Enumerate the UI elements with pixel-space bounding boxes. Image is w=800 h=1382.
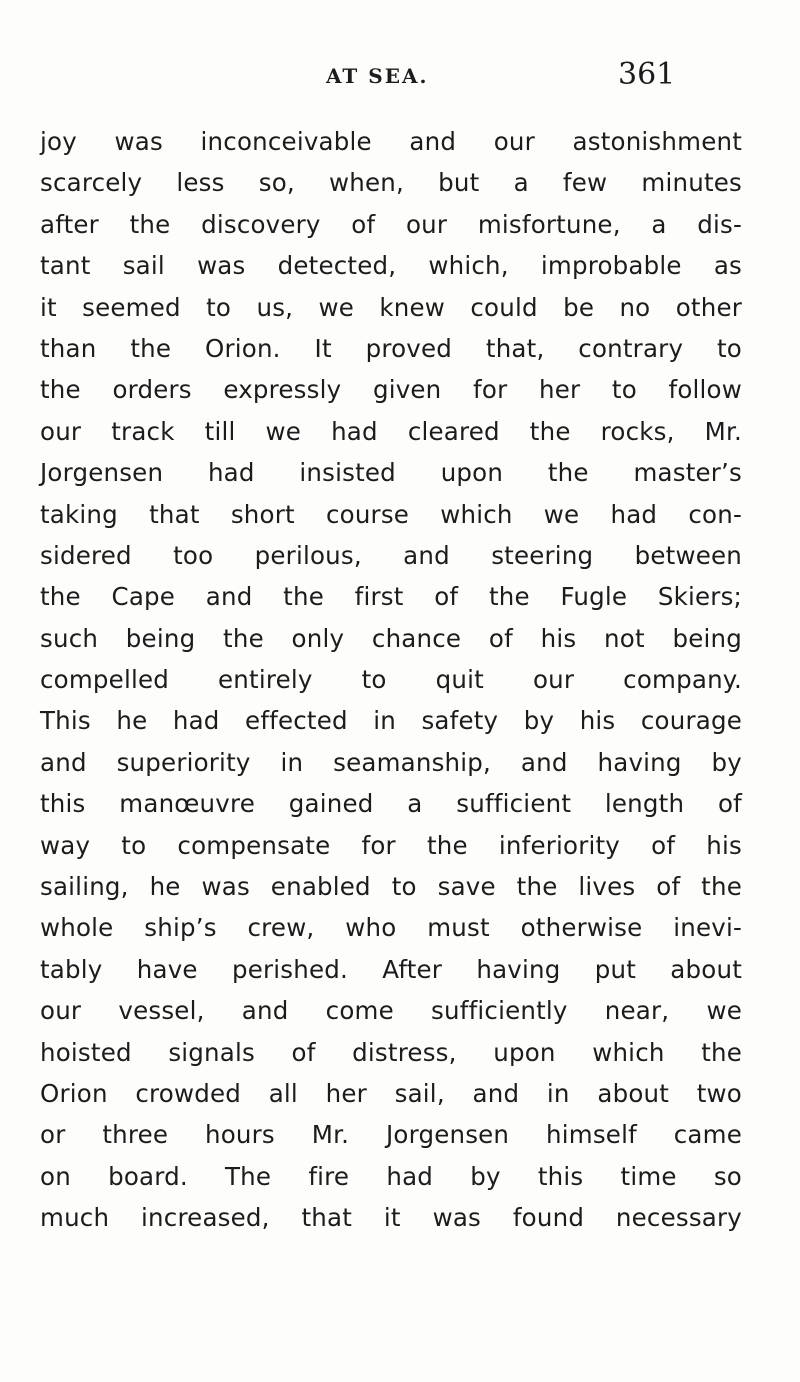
text-line: This he had effected in safety by his courage: [40, 706, 742, 736]
text-line: scarcely less so, when, but a few minutes: [40, 168, 742, 198]
text-line: Orion crowded all her sail, and in about two: [40, 1078, 742, 1108]
body-text: [40, 121, 742, 1239]
text-line: taking that short course which we had con-: [40, 499, 742, 529]
running-head: [0, 57, 800, 102]
text-line: compelled entirely to quit our company.: [40, 665, 742, 695]
text-line: on board. The fire had by this time so: [40, 1161, 742, 1191]
text-line: whole ship’s crew, who must otherwise inevi-: [40, 913, 742, 943]
text-line: our track till we had cleared the rocks, Mr.: [40, 416, 742, 446]
text-line: joy was inconceivable and our astonishment: [40, 127, 742, 156]
text-line: after the discovery of our misfortune, a dis-: [40, 209, 742, 239]
text-line: and superiority in seamanship, and having by: [40, 747, 742, 777]
text-line: than the Orion. It proved that, contrary to: [40, 333, 742, 363]
running-head-title: AT SEA.: [326, 64, 429, 88]
text-line: this manœuvre gained a sufficient length of: [40, 789, 742, 819]
text-line: such being the only chance of his not being: [40, 623, 742, 653]
text-line: Jorgensen had insisted upon the master’s: [40, 458, 742, 488]
text-line: tably have perished. After having put about: [40, 954, 742, 984]
text-line: hoisted signals of distress, upon which the: [40, 1037, 742, 1067]
page-number: 361: [618, 57, 676, 92]
text-line: way to compensate for the inferiority of his: [40, 830, 742, 860]
text-line: tant sail was detected, which, improbable as: [40, 251, 742, 281]
text-line: or three hours Mr. Jorgensen himself came: [40, 1120, 742, 1150]
text-line: it seemed to us, we knew could be no other: [40, 292, 742, 322]
text-line: much increased, that it was found necessary: [40, 1203, 742, 1233]
text-line: sailing, he was enabled to save the lives of the: [40, 872, 742, 902]
text-line: our vessel, and come sufficiently near, we: [40, 996, 742, 1026]
text-line: sidered too perilous, and steering between: [40, 540, 742, 570]
text-line: the orders expressly given for her to follow: [40, 375, 742, 405]
text-line: the Cape and the first of the Fugle Skiers;: [40, 582, 742, 612]
